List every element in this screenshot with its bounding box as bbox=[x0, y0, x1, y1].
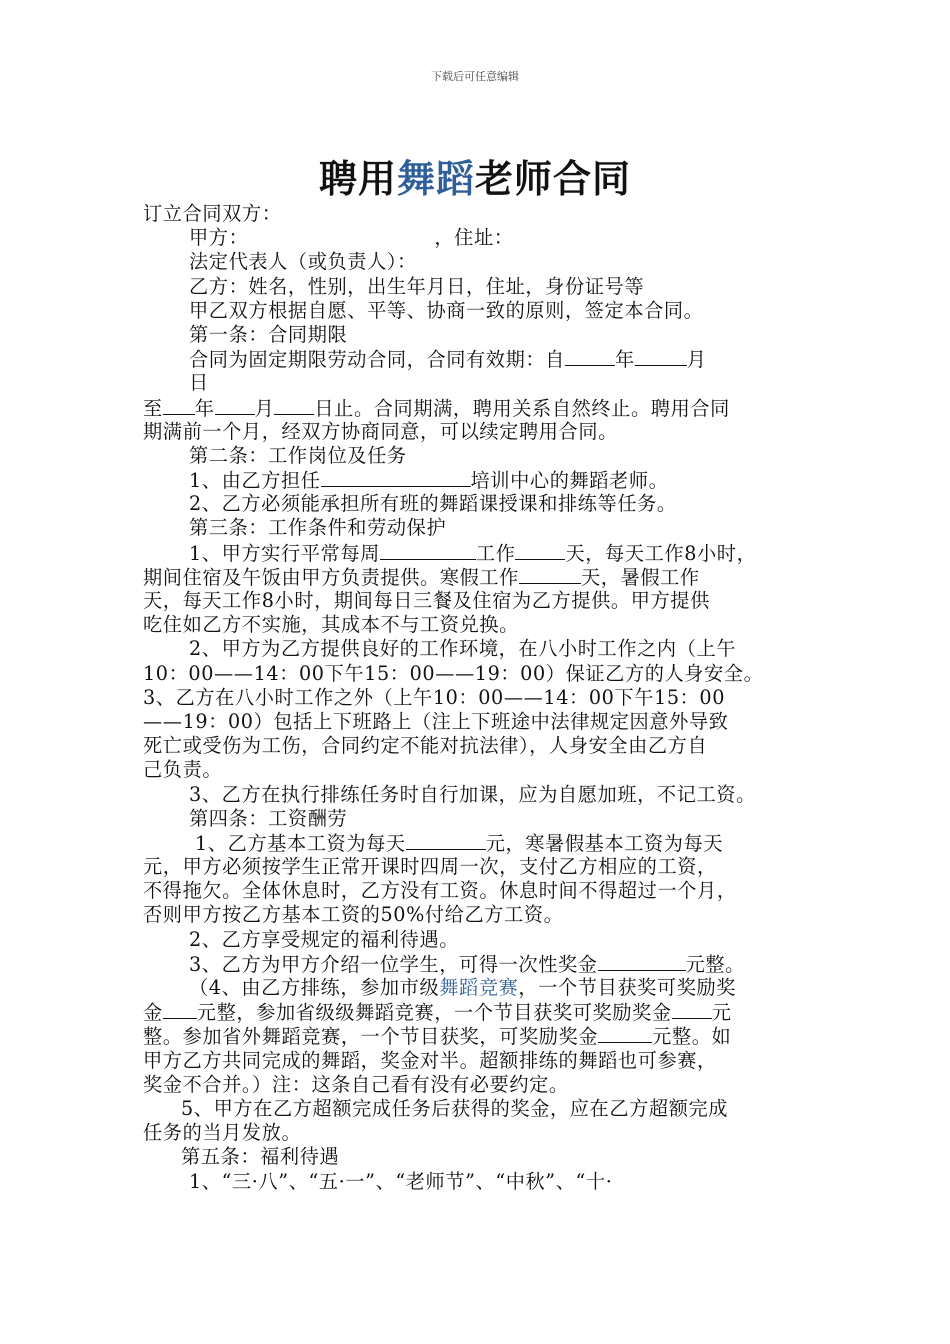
line-split: 甲方乙方共同完成的舞蹈，奖金对半。超额排练的舞蹈也可参赛， bbox=[143, 1048, 717, 1072]
line-monthly: 任务的当月发放。 bbox=[143, 1121, 302, 1145]
text: 元整，参加省级级舞蹈竞赛，一个节目获奖可奖励奖金 bbox=[196, 1001, 672, 1025]
line-parties-heading: 订立合同双方： bbox=[143, 202, 282, 225]
text: 月 bbox=[686, 348, 707, 372]
text: 月 bbox=[254, 396, 275, 420]
blank-month bbox=[635, 347, 687, 366]
text: 元，寒暑假基本工资为每天 bbox=[485, 831, 724, 855]
line-overtime: 3、乙方在执行排练任务时自行加课，应为自愿加班，不记工资。 bbox=[189, 782, 756, 806]
line-out-of-province bbox=[143, 1024, 811, 1048]
line-payment: 元，甲方必须按学生正常开课时四周一次，支付乙方相应的工资， bbox=[143, 855, 717, 879]
blank-wage bbox=[406, 831, 486, 850]
line-no-arrears: 不得拖欠。全体休息时，乙方没有工资。休息时间不得超过一个月， bbox=[143, 879, 737, 903]
line-commute: ——19：00）包括上下班路上（注上下班途中法律规定因意外导致 bbox=[143, 709, 729, 733]
blank-year bbox=[163, 396, 195, 415]
line-self-responsible: 己负责。 bbox=[143, 758, 223, 782]
line-cost: 吃住如乙方不实施，其成本不与工资兑换。 bbox=[143, 613, 519, 637]
line-outside-hours: 3、乙方在八小时工作之外（上午10：00——14：00下午15：00 bbox=[143, 685, 726, 709]
contract-body bbox=[143, 202, 811, 1194]
article-3-heading: 第三条：工作条件和劳动保护 bbox=[189, 516, 447, 540]
text: 工作 bbox=[475, 541, 516, 565]
document-title bbox=[0, 148, 950, 203]
blank-amount bbox=[598, 1024, 652, 1043]
line-duties: 2、乙方必须能承担所有班的舞蹈课授课和排练等任务。 bbox=[189, 492, 677, 516]
text: 至 bbox=[143, 396, 163, 420]
blank-month bbox=[215, 396, 255, 415]
line-benefits: 2、乙方享受规定的福利待遇。 bbox=[189, 927, 460, 951]
blank-days bbox=[515, 541, 565, 560]
party-a-label: 甲方： bbox=[189, 226, 249, 250]
text: 元 bbox=[711, 1001, 732, 1025]
line-referral-bonus bbox=[143, 952, 811, 976]
blank-day bbox=[274, 396, 314, 415]
header-note: 下载后可任意编辑 bbox=[431, 70, 519, 83]
line-note: 奖金不合并。）注：这条自己看有没有必要约定。 bbox=[143, 1072, 569, 1096]
text: 整。参加省外舞蹈竞赛，一个节目获奖，可奖励奖金 bbox=[143, 1025, 599, 1049]
blank-amount bbox=[672, 1000, 712, 1019]
text: 天，每天工作8小时， bbox=[565, 541, 757, 565]
article-4-heading: 第四条：工资酬劳 bbox=[189, 806, 348, 830]
text: 合同为固定期限劳动合同，合同有效期：自 bbox=[189, 348, 565, 372]
title-highlight: 舞蹈 bbox=[396, 157, 475, 201]
line-term-end bbox=[143, 396, 811, 420]
line-lodging bbox=[143, 565, 811, 589]
line-holidays: 1、“三·八”、“五·一”、“老师节”、“中秋”、“十· bbox=[189, 1169, 613, 1193]
text: 期间住宿及午饭由甲方负责提供。寒假工作 bbox=[143, 565, 519, 589]
text: 1、乙方基本工资为每天 bbox=[195, 831, 406, 855]
line-principle: 甲乙双方根据自愿、平等、协商一致的原则，签定本合同。 bbox=[189, 298, 704, 322]
blank-year bbox=[565, 347, 615, 366]
line-half-pay: 否则甲方按乙方基本工资的50%付给乙方工资。 bbox=[143, 903, 564, 927]
text: 天，暑假工作 bbox=[580, 565, 700, 589]
blank-amount bbox=[163, 1000, 197, 1019]
text: 金 bbox=[143, 1001, 163, 1025]
text: 1、甲方实行平常每周 bbox=[189, 541, 380, 565]
article-1-heading: 第一条：合同期限 bbox=[189, 322, 348, 346]
text: 元整。如 bbox=[652, 1025, 732, 1049]
blank-week bbox=[380, 541, 476, 560]
text: 3、乙方为甲方介绍一位学生，可得一次性奖金 bbox=[189, 952, 598, 976]
blank-winter-days bbox=[519, 565, 581, 584]
competition-link[interactable]: 舞蹈竞赛 bbox=[439, 976, 519, 999]
title-part-2: 老师合同 bbox=[475, 157, 632, 201]
line-day: 日 bbox=[189, 371, 209, 395]
line-position bbox=[143, 468, 811, 492]
text: 1、由乙方担任 bbox=[189, 469, 321, 493]
line-party-b: 乙方：姓名，性别，出生年月日，住址，身份证号等 bbox=[189, 274, 645, 298]
text: 培训中心的舞蹈老师。 bbox=[470, 469, 669, 493]
line-provincial bbox=[143, 1000, 811, 1024]
address-label: ，住址： bbox=[434, 226, 514, 250]
text: ，一个节目获奖可奖励奖 bbox=[518, 976, 737, 999]
text: （4、由乙方排练，参加市级 bbox=[189, 976, 440, 999]
line-legal-rep: 法定代表人（或负责人）： bbox=[189, 250, 417, 274]
line-injury: 死亡或受伤为工伤，合同约定不能对抗法律），人身安全由乙方自 bbox=[143, 734, 708, 758]
text: 日止。合同期满，聘用关系自然终止。聘用合同 bbox=[314, 396, 730, 420]
line-daily-wage bbox=[143, 831, 811, 855]
line-hours: 10：00——14：00下午15：00——19：00）保证乙方的人身安全。 bbox=[143, 661, 764, 685]
text: 年 bbox=[194, 396, 215, 420]
article-2-heading: 第二条：工作岗位及任务 bbox=[189, 443, 407, 467]
line-renewal: 期满前一个月，经双方协商同意，可以续定聘用合同。 bbox=[143, 419, 618, 443]
line-environment: 2、甲方为乙方提供良好的工作环境，在八小时工作之内（上午 bbox=[189, 637, 737, 661]
article-5-heading: 第五条：福利待遇 bbox=[181, 1145, 340, 1169]
text: 元整。 bbox=[685, 952, 745, 976]
line-party-a bbox=[143, 226, 811, 250]
line-competition bbox=[143, 976, 811, 1000]
blank-bonus bbox=[598, 952, 686, 971]
title-part-1: 聘用 bbox=[318, 157, 397, 201]
line-summer: 天，每天工作8小时，期间每日三餐及住宿为乙方提供。甲方提供 bbox=[143, 589, 710, 612]
line-term bbox=[143, 347, 811, 371]
blank-center bbox=[321, 468, 471, 487]
line-workweek bbox=[143, 541, 811, 565]
text: 年 bbox=[614, 348, 635, 372]
line-bonus-timing: 5、甲方在乙方超额完成任务后获得的奖金，应在乙方超额完成 bbox=[181, 1096, 729, 1120]
